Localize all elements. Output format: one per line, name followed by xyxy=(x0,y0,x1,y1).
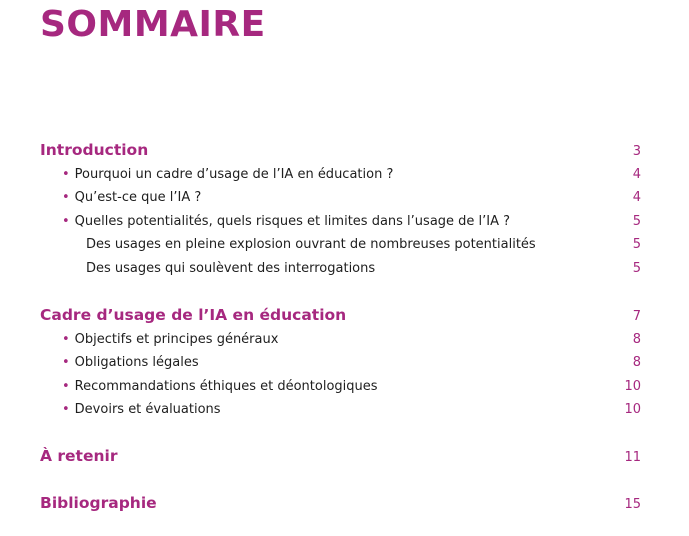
toc-page-number: 5 xyxy=(632,214,641,229)
toc-section-title[interactable]: Bibliographie xyxy=(40,494,157,512)
toc-section-a-retenir[interactable] xyxy=(0,447,689,467)
toc-page-number: 5 xyxy=(632,237,641,252)
toc-item[interactable] xyxy=(0,379,689,399)
toc-page-number: 7 xyxy=(632,309,641,324)
toc-subitem-label[interactable]: Des usages en pleine explosion ouvrant de nombreuses potentialités xyxy=(86,237,536,252)
toc-subitem-label[interactable]: Des usages qui soulèvent des interrogations xyxy=(86,261,376,276)
toc-item-label[interactable]: Devoirs et évaluations xyxy=(74,402,221,417)
toc-item[interactable] xyxy=(0,402,689,422)
toc-page-number: 8 xyxy=(632,355,641,370)
toc-item[interactable] xyxy=(0,332,689,352)
toc-section-introduction[interactable] xyxy=(0,141,689,161)
toc-section-cadre-usage[interactable] xyxy=(0,306,689,326)
bullet-icon: • xyxy=(62,355,70,370)
toc-item-label[interactable]: Objectifs et principes généraux xyxy=(74,332,279,347)
bullet-icon: • xyxy=(62,402,70,417)
toc-item-label[interactable]: Pourquoi un cadre d’usage de l’IA en éducation ? xyxy=(74,167,394,182)
toc-item[interactable] xyxy=(0,355,689,375)
toc-item-label[interactable]: Quelles potentialités, quels risques et limites dans l’usage de l’IA ? xyxy=(74,214,511,229)
toc-page-number: 5 xyxy=(632,261,641,276)
toc-page-number: 4 xyxy=(632,190,641,205)
toc-section-title[interactable]: Introduction xyxy=(40,141,149,159)
toc-section-title[interactable]: À retenir xyxy=(40,447,118,465)
bullet-icon: • xyxy=(62,214,70,229)
toc-page-number: 3 xyxy=(632,144,641,159)
toc-page-number: 11 xyxy=(624,450,641,465)
toc-section-title[interactable]: Cadre d’usage de l’IA en éducation xyxy=(40,306,347,324)
bullet-icon: • xyxy=(62,379,70,394)
toc-page-number: 4 xyxy=(632,167,641,182)
toc-item-label[interactable]: Obligations légales xyxy=(74,355,199,370)
toc-page-number: 10 xyxy=(624,379,641,394)
bullet-icon: • xyxy=(62,190,70,205)
bullet-icon: • xyxy=(62,332,70,347)
toc-item-label[interactable]: Recommandations éthiques et déontologiques xyxy=(74,379,378,394)
toc-page-number: 8 xyxy=(632,332,641,347)
toc-item[interactable] xyxy=(0,167,689,187)
toc-page-number: 15 xyxy=(624,497,641,512)
toc-section-bibliographie[interactable] xyxy=(0,494,689,514)
toc-page-number: 10 xyxy=(624,402,641,417)
page-title: SOMMAIRE xyxy=(40,4,266,45)
toc-subitem[interactable] xyxy=(0,261,689,281)
toc-item[interactable] xyxy=(0,190,689,210)
toc-item-label[interactable]: Qu’est-ce que l’IA ? xyxy=(74,190,202,205)
toc-item[interactable] xyxy=(0,214,689,234)
bullet-icon: • xyxy=(62,167,70,182)
toc-subitem[interactable] xyxy=(0,237,689,257)
